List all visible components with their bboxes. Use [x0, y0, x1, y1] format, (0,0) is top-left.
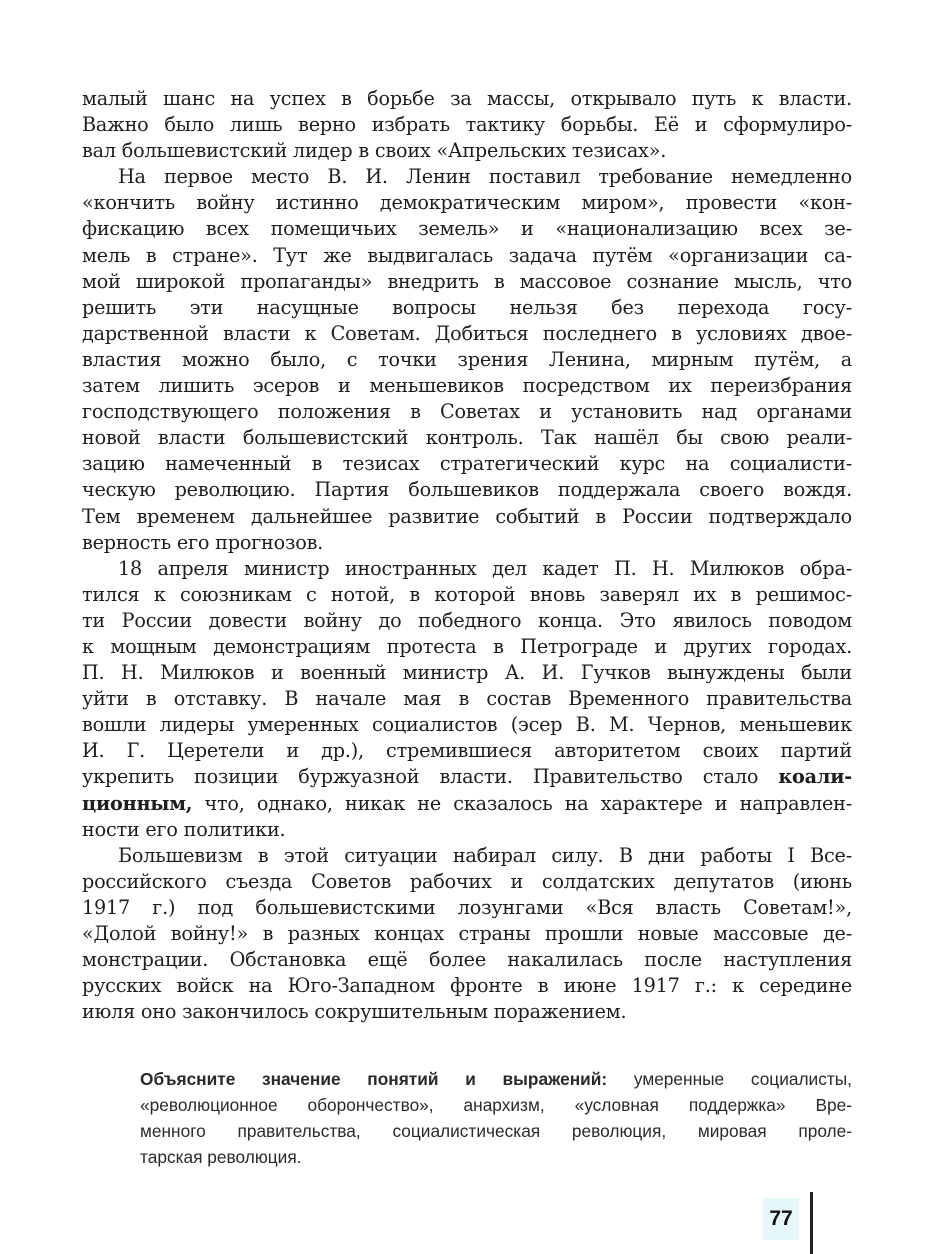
text-line: господствующего положения в Советах и установить над органами	[82, 400, 852, 424]
text-line: «революционное оборончество», анархизм, «условная поддержка» Вре-	[140, 1095, 852, 1115]
text-line: менного правительства, социалистическая революция, мировая проле-	[140, 1121, 852, 1141]
text-line: российского съезда Советов рабочих и солдатских депутатов (июнь	[82, 869, 852, 893]
paragraph	[82, 843, 852, 1026]
main-text	[82, 86, 852, 1025]
text-line: 18 апреля министр иностранных дел кадет П. Н. Милюков обра-	[118, 556, 852, 580]
text-segment: укрепить позиции буржуазной власти. Правительство стало	[82, 765, 779, 789]
text-line: к мощным демонстрациям протеста в Петрограде и других городах.	[82, 634, 852, 658]
text-line: фискацию всех помещичьих земель» и «национализацию всех зе-	[82, 217, 852, 241]
text-line: вошли лидеры умеренных социалистов (эсер В. М. Чернов, меньшевик	[82, 713, 852, 737]
text-line: Тем временем дальнейшее развитие событий в России подтверждало	[82, 504, 852, 528]
text-line: ности его политики.	[82, 817, 286, 841]
text-line: П. Н. Милюков и военный министр А. И. Гучков вынуждены были	[82, 661, 852, 685]
text-line: ти России довести войну до победного конца. Это явилось поводом	[82, 608, 852, 632]
text-line: вал большевистский лидер в своих «Апрельских тезисах».	[82, 139, 667, 163]
task-box	[140, 1066, 852, 1170]
text-line: тарская революция.	[140, 1147, 302, 1167]
text-line: затем лишить эсеров и меньшевиков посредством их переизбрания	[82, 374, 852, 398]
text-line: мель в стране». Тут же выдвигалась задача путём «организации са-	[82, 243, 852, 267]
text-line	[140, 1066, 852, 1092]
text-line: мой широкой пропаганды» внедрить в массовое сознание мысль, что	[82, 269, 852, 293]
bold-term: Объясните значение понятий и выражений:	[140, 1069, 608, 1089]
text-line: ческую революцию. Партия большевиков поддержала своего вождя.	[82, 478, 852, 502]
text-segment: умеренные социалисты,	[607, 1069, 852, 1089]
page-margin-rule	[810, 1192, 813, 1254]
paragraph	[82, 164, 852, 555]
text-line: «Долой войну!» в разных концах страны прошли новые массовые де-	[82, 922, 852, 945]
text-line: июля оно закончилось сокрушительным поражением.	[82, 1000, 627, 1024]
bold-term: ционным,	[82, 791, 193, 815]
text-line: зацию намеченный в тезисах стратегический курс на социалисти-	[82, 452, 852, 476]
page-number: 77	[763, 1198, 799, 1240]
paragraph	[82, 86, 852, 164]
text-line: решить эти насущные вопросы нельзя без перехода госу-	[82, 295, 852, 319]
text-line: И. Г. Церетели и др.), стремившиеся авторитетом своих партий	[82, 739, 852, 763]
text-line	[82, 764, 852, 790]
paragraph	[82, 556, 852, 843]
text-line: «кончить войну истинно демократическим миром», провести «кон-	[82, 191, 852, 215]
text-line: Важно было лишь верно избрать тактику борьбы. Её и сформулиро-	[82, 113, 852, 137]
text-line	[82, 791, 852, 817]
text-line: тился к союзникам с нотой, в которой вновь заверял их в решимос-	[82, 582, 852, 606]
text-line: русских войск на Юго-Западном фронте в июне 1917 г.: к середине	[82, 974, 852, 998]
text-line: монстрации. Обстановка ещё более накалилась после наступления	[82, 948, 852, 972]
text-line: На первое место В. И. Ленин поставил требование немедленно	[118, 165, 852, 189]
text-line: новой власти большевистский контроль. Так нашёл бы свою реали-	[82, 426, 852, 450]
text-segment: что, однако, никак не сказалось на характере и направлен-	[192, 791, 852, 815]
text-line: Большевизм в этой ситуации набирал силу. В дни работы I Все-	[118, 843, 852, 867]
text-line: верность его прогнозов.	[82, 530, 324, 554]
text-line: властия можно было, с точки зрения Ленина, мирным путём, а	[82, 347, 852, 371]
bold-term: коали-	[778, 765, 852, 789]
text-line: малый шанс на успех в борьбе за массы, открывало путь к власти.	[82, 87, 852, 110]
text-line: уйти в отставку. В начале мая в состав Временного правительства	[82, 687, 852, 711]
text-line: дарственной власти к Советам. Добиться последнего в условиях двое-	[82, 321, 852, 345]
text-line: 1917 г.) под большевистскими лозунгами «Вся власть Советам!»,	[82, 895, 852, 919]
